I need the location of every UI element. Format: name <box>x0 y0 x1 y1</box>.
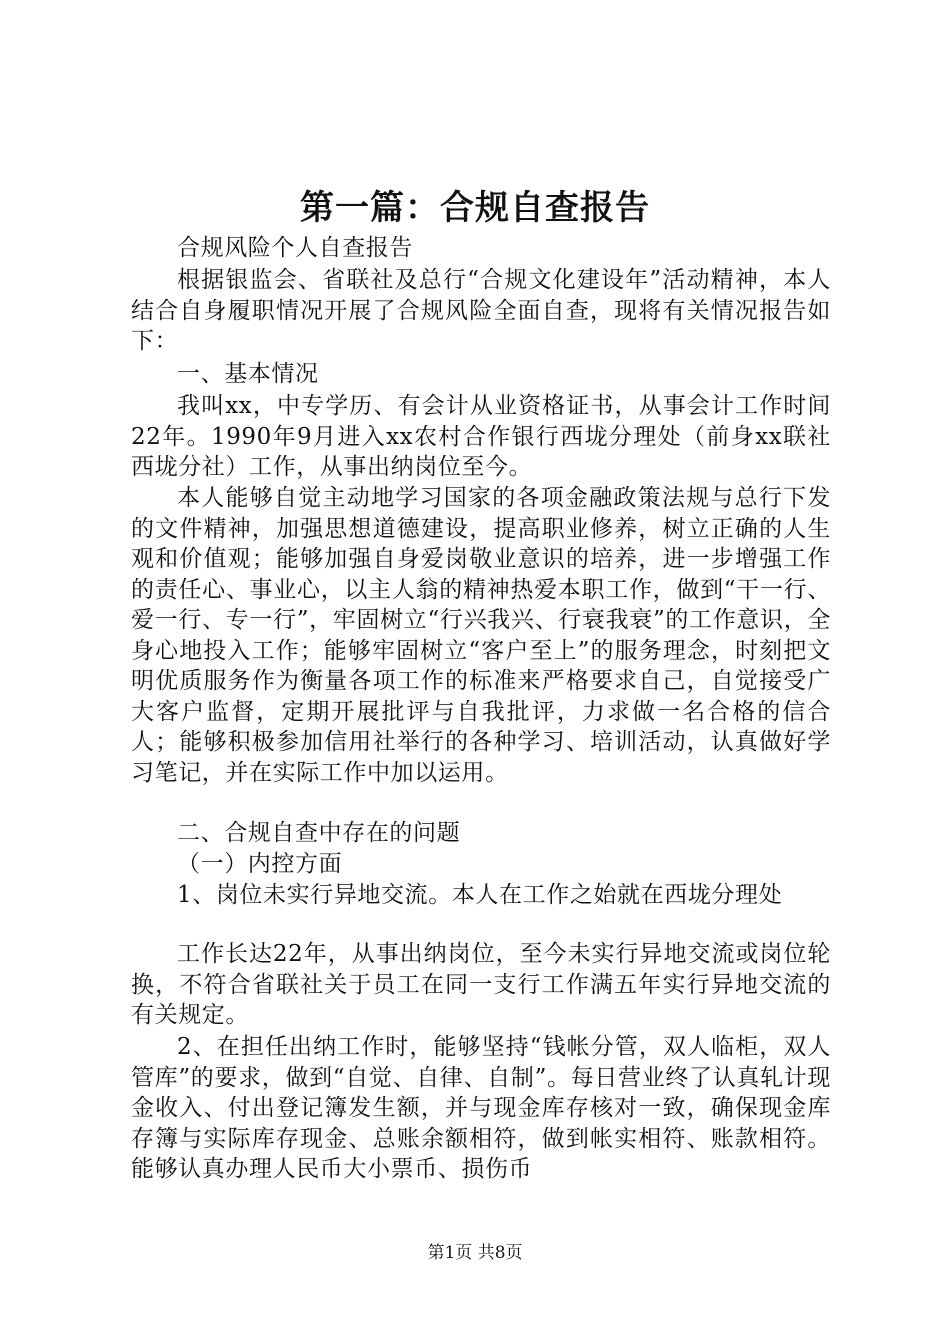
document-title: 第一篇：合规自查报告 <box>300 188 650 228</box>
section-heading-basic: 一、基本情况 <box>177 361 319 387</box>
page-footer: 第1页 共8页 <box>427 1243 523 1263</box>
problem-item-1: 1、岗位未实行异地交流。本人在工作之始就在西垅分理处 <box>177 882 783 908</box>
self-study-paragraph: 本人能够自觉主动地学习国家的各项金融政策法规与总行下发的文件精神，加强思想道德建设，提高职业修养，树立正确的人生观和价值观；能够加强自身爱岗敬业意识的培养，进一步增强工作的责任心、事业心，以主人翁的精神热爱本职工作，做到“干一行、爱一行、专一行”，牢固树立“行兴我兴、行衰我衰”的工作意识，全身心地投入工作；能够牢固树立“客户至上”的服务理念，时刻把文明优质服务作为衡量各项工作的标准来严格要求自己，自觉接受广大客户监督，定期开展批评与自我批评，力求做一名合格的信合人；能够积极参加信用社举行的各种学习、培训活动，认真做好学习笔记，并在实际工作中加以运用。 <box>131 485 831 786</box>
intro-paragraph: 根据银监会、省联社及总行“合规文化建设年”活动精神，本人结合自身履职情况开展了合规风险全面自查，现将有关情况报告如下： <box>131 267 831 354</box>
basic-info-paragraph: 我叫xx，中专学历、有会计从业资格证书，从事会计工作时间22年。1990年9月进入xx农村合作银行西垅分理处（前身xx联社西垅分社）工作，从事出纳岗位至今。 <box>131 393 831 480</box>
problem-item-1-continued: 工作长达22年，从事出纳岗位，至今未实行异地交流或岗位轮换，不符合省联社关于员工在同一支行工作满五年实行异地交流的有关规定。 <box>131 941 831 1028</box>
section-heading-problems: 二、合规自查中存在的问题 <box>177 820 461 846</box>
problem-item-2: 2、在担任出纳工作时，能够坚持“钱帐分管，双人临柜，双人管库”的要求，做到“自觉、自律、自制”。每日营业终了认真轧计现金收入、付出登记簿发生额，并与现金库存核对一致，确保现金库存簿与实际库存现金、总账余额相符，做到帐实相符、账款相符。能够认真办理人民币大小票币、损伤币 <box>131 1034 831 1182</box>
subtitle-paragraph: 合规风险个人自查报告 <box>177 235 413 261</box>
subsection-heading-internal-control: （一）内控方面 <box>177 851 343 877</box>
